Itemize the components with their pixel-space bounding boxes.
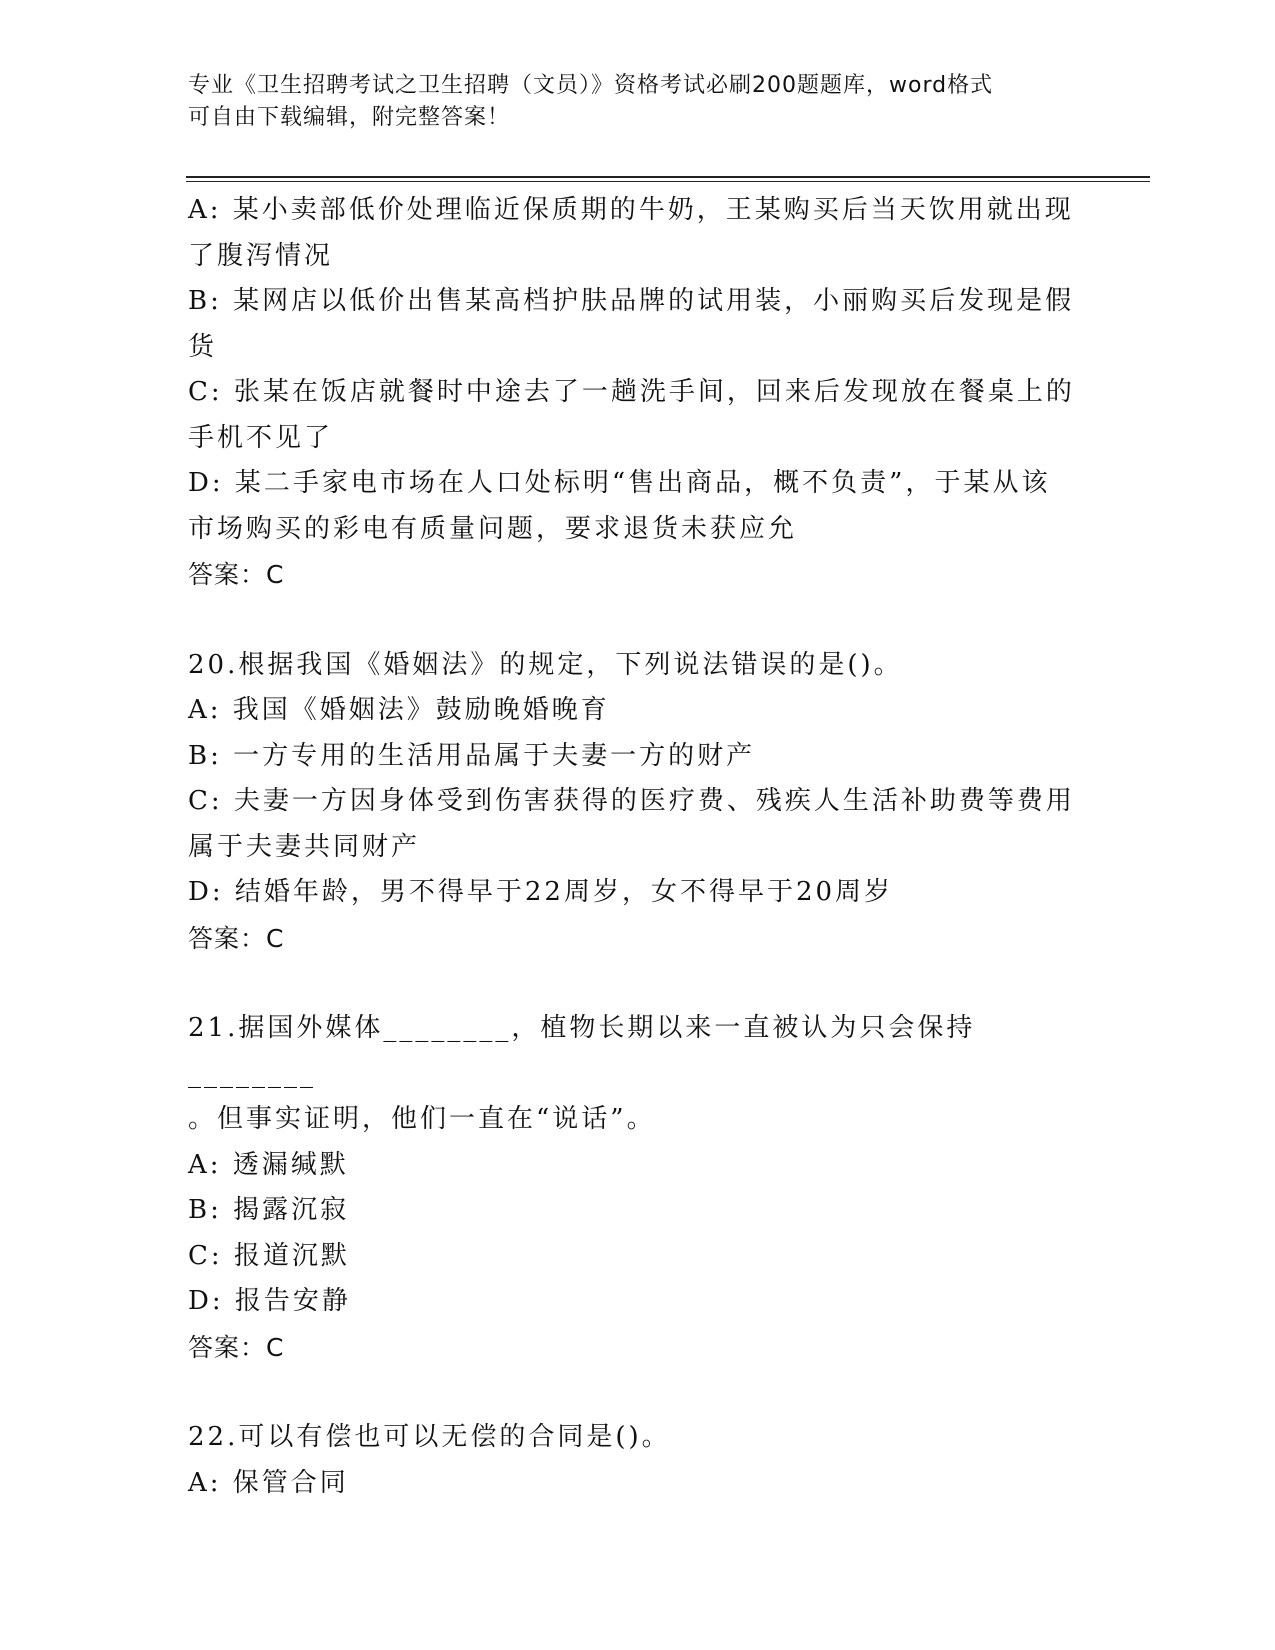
question-22 [188,1415,1078,1506]
option-d-line-2: 市场购买的彩电有质量问题，要求退货未获应允 [188,513,798,544]
spacer [188,598,1078,643]
question-stem-line-2: 。但事实证明，他们一直在“说话”。 [188,1104,656,1134]
option-a-line-2: 了腹泻情况 [188,240,334,271]
option-c-line-2: 属于夫妻共同财产 [188,831,421,862]
option-b-line-1: B: 某网店以低价出售某高档护肤品牌的试用装，小丽购买后发现是假 [188,286,1075,316]
question-21 [188,1006,1078,1370]
option-d-line-1: D: 某二手家电市场在人口处标明“售出商品，概不负责”，于某从该 [188,468,1051,498]
option-a: A: 保管合同 [188,1467,349,1498]
option-c-line-1: C: 张某在饭店就餐时中途去了一趟洗手间，回来后发现放在餐桌上的 [188,377,1075,407]
header-line-2: 可自由下载编辑，附完整答案！ [188,105,511,130]
spacer [188,1370,1078,1415]
answer: 答案：C [188,560,285,589]
option-a: A: 透漏缄默 [188,1149,349,1180]
option-c: C: 报道沉默 [188,1240,350,1271]
header-divider-thick [186,176,1150,178]
option-d: D: 结婚年龄，男不得早于22周岁，女不得早于20周岁 [188,877,894,907]
header-divider-thin [186,181,1150,182]
option-b: B: 揭露沉寂 [188,1195,350,1225]
option-b: B: 一方专用的生活用品属于夫妻一方的财产 [188,740,756,771]
answer: 答案：C [188,923,285,953]
question-stem: 22.可以有偿也可以无偿的合同是()。 [188,1422,671,1452]
option-c-line-2: 手机不见了 [188,422,334,453]
option-b-line-2: 货 [188,331,218,362]
document-header [188,70,1068,134]
option-a-line-1: A: 某小卖部低价处理临近保质期的牛奶，王某购买后当天饮用就出现 [188,195,1074,225]
question-19 [188,188,1078,598]
question-content [188,188,1078,1506]
question-stem: 20.根据我国《婚姻法》的规定，下列说法错误的是()。 [188,649,903,680]
header-line-1: 专业《卫生招聘考试之卫生招聘（文员）》资格考试必刷200题题库，word格式 [188,73,994,98]
option-a: A: 我国《婚姻法》鼓励晚婚晚育 [188,695,610,725]
question-stem-line-1: 21.据国外媒体________，植物长期以来一直被认为只会保持________ [188,1013,976,1089]
spacer [188,961,1078,1006]
option-d: D: 报告安静 [188,1286,351,1316]
option-c-line-1: C: 夫妻一方因身体受到伤害获得的医疗费、残疾人生活补助费等费用 [188,786,1075,816]
question-20 [188,643,1078,962]
answer: 答案：C [188,1332,285,1362]
